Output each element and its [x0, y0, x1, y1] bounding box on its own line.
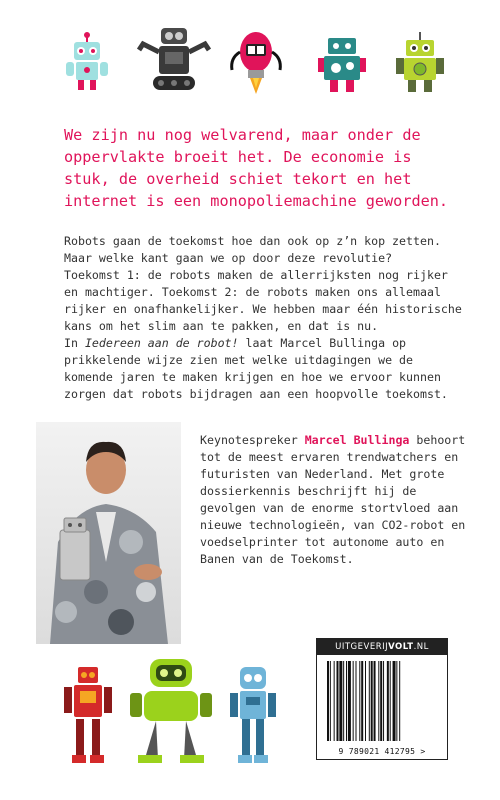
barcode-block: [316, 638, 448, 760]
bio-text: behoort tot de meest ervaren trendwatchers en futuristen van Nederland. Met grote dossierkennis beschrijft hij de gevolgen van de enorme stortvloed aan nieuwe technologieën, van CO2-robot en voedselprinter tot autonome auto en Banen van de Toekomst.: [200, 433, 466, 566]
barcode-bar: [330, 661, 331, 741]
robot-icon: [60, 667, 116, 767]
blurb-paragraph: [64, 335, 464, 403]
barcode-bar: [369, 661, 370, 741]
author-photo: [36, 422, 181, 644]
barcode-bar: [390, 661, 391, 741]
publisher-suffix: .NL: [413, 642, 429, 652]
blurb: [64, 233, 464, 403]
robot-icon: [226, 30, 286, 96]
barcode-bar: [353, 661, 354, 741]
barcode-bar: [387, 661, 389, 741]
barcode-bar: [396, 661, 397, 741]
robot-icon: [228, 667, 278, 767]
blurb-paragraph: Toekomst 1: de robots maken de allerrijksten nog rijker en machtiger. Toekomst 2: de robots maken ons allemaal rijker en onafhankelijker. We hebben maar één historische kans om het slim aan te pakken, en dat is nu.: [64, 268, 462, 333]
barcode-bar: [371, 661, 373, 741]
publisher-label: [317, 639, 447, 655]
blurb-paragraph: Robots gaan de toekomst hoe dan ook op z’n kop zetten. Maar welke kant gaan we op door deze revolutie?: [64, 234, 441, 265]
author-bio: [200, 432, 470, 568]
barcode-bar: [361, 661, 363, 741]
barcode-bar: [348, 661, 351, 741]
author-name: Marcel Bullinga: [304, 433, 410, 447]
robot-icon: [394, 32, 446, 94]
barcode-bar: [334, 661, 335, 741]
top-robot-illustrations: [0, 0, 500, 100]
barcode-bar: [359, 661, 360, 741]
blurb-rest: laat Marcel Bullinga op prikkelende wijze zien met welke uitdagingen we de komende jaren te maken krijgen en hoe we ervoor kunnen zorgen dat robots bijdragen aan een hoopvolle toekomst.: [64, 336, 448, 401]
barcode-bar: [383, 661, 384, 741]
barcode-bar: [346, 661, 347, 741]
robot-icon: [62, 32, 112, 94]
publisher-brand: VOLT: [388, 642, 414, 652]
barcode-bar: [365, 661, 366, 741]
barcode: [325, 661, 439, 741]
book-title: Iedereen aan de robot!: [84, 336, 239, 350]
barcode-bar: [337, 661, 339, 741]
robot-icon: [137, 26, 211, 96]
barcode-bar: [356, 661, 357, 741]
barcode-bar: [378, 661, 379, 741]
bottom-robot-illustrations: [0, 655, 310, 775]
barcode-bar: [393, 661, 396, 741]
tagline: We zijn nu nog welvarend, maar onder de oppervlakte broeit het. De economie is stuk, de overheid schiet tekort en het internet is een monopoliemachine geworden.: [64, 126, 449, 210]
barcode-bar: [380, 661, 382, 741]
barcode-bar: [374, 661, 376, 741]
robot-icon: [130, 655, 212, 767]
blurb-prefix: In: [64, 336, 85, 350]
barcode-bar: [343, 661, 344, 741]
barcode-bar: [327, 661, 329, 741]
barcode-bar: [399, 661, 400, 741]
publisher-prefix: UITGEVERIJ: [335, 642, 389, 652]
barcode-bar: [339, 661, 342, 741]
bio-prefix: Keynotespreker: [200, 433, 305, 447]
isbn-number: 9 789021 412795 >: [338, 747, 426, 756]
robot-icon: [318, 36, 366, 94]
